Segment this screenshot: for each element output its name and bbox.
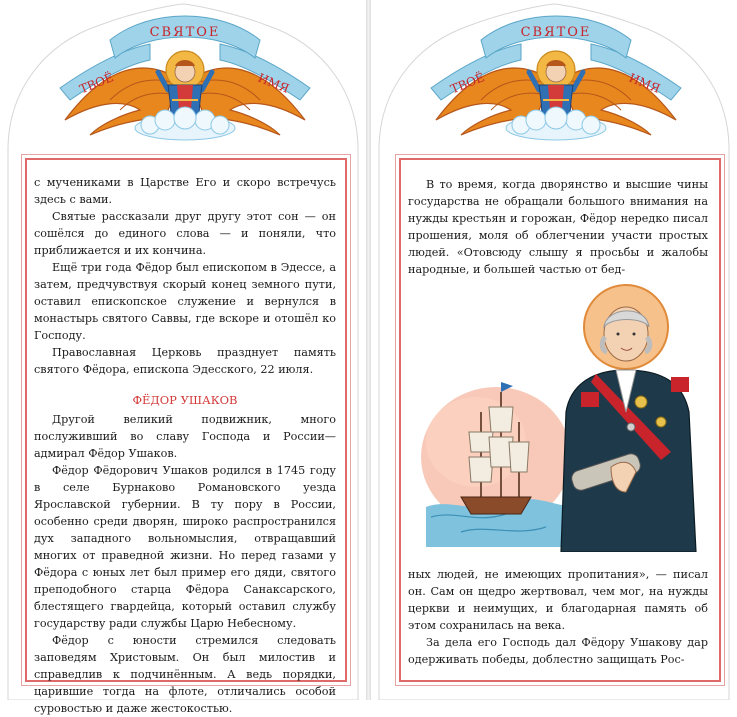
right-page: [371, 0, 737, 700]
right-paragraph: ных людей, не имеющих пропитания», — писал он. Сам он щедро жертвовал, чем мог, на нужды церкви и неимущих, и благодарная память об этом сохранилась на века.: [408, 568, 708, 632]
ribbon-top-text: СВЯТОЕ: [149, 25, 221, 40]
left-paragraph: Святые рассказали друг другу этот сон — он сошёлся до единого слова — и поняли, что приближается и их кончина.: [34, 210, 336, 257]
right-paragraph: За дела его Господь дал Фёдору Ушакову дар одерживать победы, доблестно защищать Рос-: [408, 636, 708, 666]
section-heading: ФЁДОР УШАКОВ: [132, 393, 238, 407]
right-header-emblem: [411, 0, 701, 150]
ribbon-right-text: ИМЯ: [626, 70, 663, 96]
left-paragraph: Православная Церковь празднует память святого Фёдора, епископа Эдесского, 22 июля.: [34, 346, 336, 376]
left-paragraph: Другой великий подвижник, много послуживший во славу Господа и России— адмирал Фёдор Ушаков.: [34, 413, 336, 460]
saint-figure-icon: [561, 370, 696, 552]
left-header-emblem: [40, 0, 330, 150]
left-page: [0, 0, 366, 715]
ribbon-right-text: ИМЯ: [255, 70, 292, 96]
left-paragraph: с мучениками в Царстве Его и скоро встречусь здесь с вами.: [34, 176, 336, 206]
right-text-bottom: [408, 566, 708, 668]
left-paragraph: Фёдор с юности стремился следовать заповедям Христовым. Он был милостив и справедлив к подчинённым. А ведь порядки, царившие тогда на флоте, отличались особой суровостью и даже жестокостью.: [34, 634, 336, 715]
ribbon-top-text: СВЯТОЕ: [520, 25, 592, 40]
ushakov-illustration: [421, 282, 721, 552]
ribbon-left-text: ТВОЁ: [77, 70, 116, 97]
left-paragraph: Фёдор Фёдорович Ушаков родился в 1745 году в селе Бурнаково Романовского уезда Ярославской губернии. В ту пору в России, особенно среди дворян, широко распространился дух западного вольномыслия, отвращавший многих от праведной жизни. Но перед газами у Фёдора с юных лет был пример его дяди, святого преподобного старца Фёдора Санаксарского, блестящего гвардейца, который оставил службу государству ради службы Царю Небесному.: [34, 464, 336, 630]
ribbon-left-text: ТВОЁ: [448, 70, 487, 97]
left-paragraph: Ещё три года Фёдор был епископом в Эдессе, а затем, предчувствуя скорый конец земного пути, оставил епископское служение и вернулся в монастырь святого Саввы, где вскоре и отошёл ко Господу.: [34, 261, 336, 342]
right-text-top: [408, 176, 708, 278]
left-text-block: [34, 174, 336, 717]
right-paragraph: В то время, когда дворянство и высшие чины государства не обращали большого внимания на нужды крестьян и горожан, Фёдор нередко писал прошения, моля об облегчении участи простых людей. «Отовсюду слышу я просьбы и жалобы народные, и большей частью от бед-: [408, 178, 708, 276]
